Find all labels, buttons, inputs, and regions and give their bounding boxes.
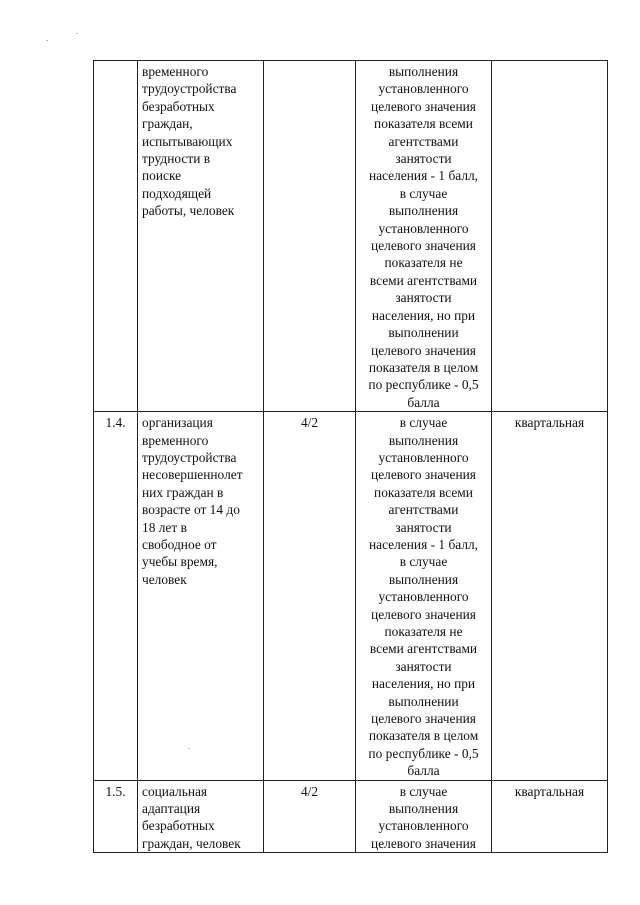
indicator-name-line: поиске bbox=[142, 168, 182, 184]
item-number-cell bbox=[94, 780, 138, 853]
scoring-condition-line: занятости bbox=[395, 290, 452, 306]
indicator-name-line: человек bbox=[142, 571, 187, 587]
indicator-name-line: временного bbox=[142, 432, 209, 448]
scoring-condition-line: всеми агентствами bbox=[369, 272, 478, 288]
scan-speck bbox=[188, 748, 190, 749]
score-cell bbox=[264, 780, 356, 853]
scoring-condition-line: по республике - 0,5 bbox=[368, 745, 479, 761]
scan-speck bbox=[46, 40, 48, 41]
scoring-condition-line: установленного bbox=[378, 81, 469, 97]
item-number: 1.5. bbox=[105, 783, 126, 799]
indicator-name-line: них граждан в bbox=[142, 484, 224, 500]
periodicity-cell bbox=[492, 780, 608, 853]
score-cell bbox=[264, 412, 356, 781]
indicator-name-cell bbox=[138, 61, 264, 412]
scoring-condition-line: целевого значения bbox=[371, 467, 476, 483]
scoring-condition-line: показателя в целом bbox=[368, 359, 479, 375]
scoring-condition-line: установленного bbox=[378, 220, 469, 236]
scoring-condition-line: выполнении bbox=[388, 693, 459, 709]
scoring-condition-line: занятости bbox=[395, 519, 452, 535]
scoring-condition-line: показателя всеми bbox=[374, 484, 473, 500]
scoring-condition-line: балла bbox=[407, 394, 440, 410]
scoring-condition-line: выполнения bbox=[388, 203, 459, 219]
scoring-condition-line: целевого значения bbox=[371, 711, 476, 727]
scoring-condition-line: выполнении bbox=[388, 325, 459, 341]
scoring-condition-line: установленного bbox=[378, 589, 469, 605]
indicator-name-line: временного bbox=[142, 64, 209, 79]
indicator-name-line: социальная bbox=[142, 783, 208, 799]
scoring-condition-line: выполнения bbox=[388, 432, 459, 448]
indicator-name-line: несовершеннолет bbox=[142, 467, 243, 483]
item-number: 1.4. bbox=[105, 415, 126, 431]
indicator-name-line: свободное от bbox=[142, 536, 217, 552]
indicators-table-body bbox=[94, 61, 608, 853]
scoring-condition-line: населения, но при bbox=[371, 676, 476, 692]
scoring-condition-line: в случае bbox=[399, 185, 448, 201]
scan-speck bbox=[76, 33, 78, 34]
scoring-condition-line: по республике - 0,5 bbox=[368, 377, 479, 393]
table-row bbox=[94, 412, 608, 781]
periodicity-cell bbox=[492, 412, 608, 781]
scoring-condition-line: показателя всеми bbox=[374, 116, 473, 132]
scoring-condition-line: установленного bbox=[378, 818, 469, 834]
indicator-name-line: возрасте от 14 до bbox=[142, 502, 240, 518]
scoring-condition-line: агентствами bbox=[388, 133, 459, 149]
indicator-name-cell bbox=[138, 412, 264, 781]
indicator-name-line: учебы время, bbox=[142, 554, 218, 570]
scoring-condition-line: балла bbox=[407, 763, 440, 779]
scoring-condition-line: целевого значения bbox=[371, 835, 476, 851]
table-row bbox=[94, 780, 608, 853]
score-value: 4/2 bbox=[300, 415, 319, 431]
indicator-name-line: подходящей bbox=[142, 185, 212, 201]
indicator-name-line: безработных bbox=[142, 98, 215, 114]
item-number-cell bbox=[94, 412, 138, 781]
scoring-condition-line: населения, но при bbox=[371, 307, 476, 323]
scoring-condition-line: в случае bbox=[399, 783, 448, 799]
scoring-condition-cell bbox=[356, 780, 492, 853]
scoring-condition-line: целевого значения bbox=[371, 342, 476, 358]
periodicity-value: квартальная bbox=[514, 415, 585, 431]
scoring-condition-line: выполнения bbox=[388, 571, 459, 587]
score-value: 4/2 bbox=[300, 783, 319, 799]
indicator-name-line: организация bbox=[142, 415, 213, 431]
periodicity-value: квартальная bbox=[514, 783, 585, 799]
scoring-condition-line: занятости bbox=[395, 658, 452, 674]
item-number-cell bbox=[94, 61, 138, 412]
indicator-name-line: граждан, bbox=[142, 116, 193, 132]
indicator-name-line: трудоустройства bbox=[142, 449, 237, 465]
scoring-condition-line: показателя не bbox=[384, 624, 463, 639]
scoring-condition-line: целевого значения bbox=[371, 98, 476, 114]
indicator-name-line: работы, человек bbox=[142, 203, 235, 219]
scoring-condition-line: показателя не bbox=[384, 255, 463, 271]
indicator-name-line: 18 лет в bbox=[142, 519, 187, 535]
scoring-condition-line: населения - 1 балл, bbox=[368, 536, 479, 552]
periodicity-cell bbox=[492, 61, 608, 412]
scoring-condition-line: занятости bbox=[395, 151, 452, 167]
scoring-condition-line: показателя в целом bbox=[368, 728, 479, 744]
indicator-name-line: испытывающих bbox=[142, 133, 233, 149]
scoring-condition-cell bbox=[356, 412, 492, 781]
scoring-condition-line: населения - 1 балл, bbox=[368, 168, 479, 184]
indicator-name-cell bbox=[138, 780, 264, 853]
indicator-name-line: безработных bbox=[142, 818, 215, 834]
scoring-condition-cell bbox=[356, 61, 492, 412]
indicator-name-line: трудности в bbox=[142, 151, 211, 167]
scoring-condition-line: целевого значения bbox=[371, 238, 476, 254]
scoring-condition-line: в случае bbox=[399, 415, 448, 431]
scoring-condition-line: выполнения bbox=[388, 801, 459, 817]
indicator-name-line: адаптация bbox=[142, 801, 201, 817]
table-row bbox=[94, 61, 608, 412]
scoring-condition-line: в случае bbox=[399, 554, 448, 570]
indicator-name-line: трудоустройства bbox=[142, 81, 237, 97]
indicator-name-line: граждан, человек bbox=[142, 835, 241, 851]
scoring-condition-line: установленного bbox=[378, 449, 469, 465]
scoring-condition-line: всеми агентствами bbox=[369, 641, 478, 657]
scoring-condition-line: агентствами bbox=[388, 502, 459, 518]
score-cell bbox=[264, 61, 356, 412]
indicators-table bbox=[93, 60, 608, 853]
scoring-condition-line: целевого значения bbox=[371, 606, 476, 622]
scoring-condition-line: выполнения bbox=[388, 64, 459, 79]
